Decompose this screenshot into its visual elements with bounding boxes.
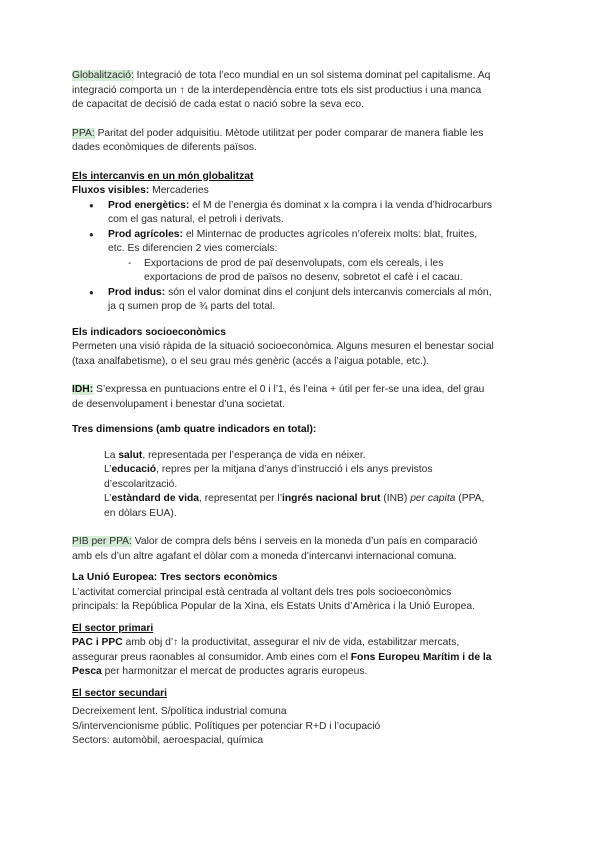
primari-bold-2: Fons Europeu Marítim i de la: [350, 651, 492, 663]
energetics-text-1: el M de l’energia és dominat x la compra i la venda d’hidrocarburs: [189, 199, 493, 211]
fluxos-line: [72, 184, 532, 199]
secundari-line-2: S/intervencionisme públic. Polítiques per potenciar R+D i l’ocupació: [72, 720, 381, 732]
salut-bold: salut: [118, 449, 143, 461]
exportacions-text-2: exportacions de prod de països no desenv, sobretot el cafè i el cacau.: [144, 272, 463, 283]
vida-post: (PPA,: [455, 493, 485, 504]
vida-bold-2: ingrés nacional brut: [282, 493, 381, 504]
document-body: [72, 69, 532, 749]
primari-line-2: [72, 651, 532, 666]
primari-bold-1: PAC i PPC: [72, 637, 123, 648]
educ-post: , repres per la mitjana d’anys d’instrucció i els anys previstos: [156, 464, 433, 475]
vida-cont: en dòlars EUA).: [104, 507, 177, 519]
primari-text-3: per harmonitzar el mercat de productes agraris europeus.: [101, 666, 368, 677]
dimension-salut: [104, 449, 532, 464]
indus-label: Prod indus:: [108, 286, 166, 298]
salut-pre: La: [104, 449, 119, 461]
secundari-line-1: Decreixement lent. S/política industrial comuna: [72, 706, 287, 717]
list-item-energetics: [72, 199, 532, 228]
indus-text-2: ja q sumen prop de ¾ parts del total.: [108, 301, 276, 312]
fluxos-label: Fluxos visibles:: [72, 185, 150, 196]
dimensions-block: [72, 449, 532, 522]
primari-line-1: [72, 636, 532, 651]
idh-text-1: S’expressa en puntuacions entre el 0 i l’1, és l’eina + útil per fer-se una idea, del grau: [93, 384, 485, 395]
globalitzacio-paragraph: [72, 69, 532, 84]
agricoles-text-1: el Minternac de productes agrícoles n’ofereix molts: blat, fruites,: [182, 228, 478, 240]
ppa-text-1: Paritat del poder adquisitiu. Mètode utilitzat per poder comparar de manera fiable les: [94, 127, 484, 139]
pib-paragraph: [72, 535, 532, 550]
indicadors-heading: Els indicadors socioeconòmics: [72, 326, 226, 338]
energetics-text-2: com el gas natural, el petroli i derivats.: [108, 214, 284, 225]
secundari-heading: El sector secundari: [72, 687, 167, 699]
dimension-estandard-vida: [104, 492, 532, 507]
idh-paragraph: [72, 383, 532, 398]
secundari-line-3: Sectors: automòbil, aeroespacial, química: [72, 735, 264, 746]
ue-heading: La Unió Europea: Tres sectors econòmics: [72, 572, 278, 583]
primari-line-3: [72, 665, 532, 680]
list-item-indus: [72, 286, 532, 315]
list-item-agricoles: [72, 228, 532, 257]
vida-italic: per capita: [410, 493, 456, 504]
ue-text-1: L’activitat comercial principal està centrada al voltant dels tres pols socioeconòmics: [72, 586, 452, 598]
fluxos-text: Mercaderies: [149, 185, 209, 196]
primari-text-1: amb obj d’↑ la productivitat, assegurar el niv de vida, estabilitzar mercats,: [122, 637, 460, 648]
vida-mid: , representat per l’: [199, 493, 283, 504]
dimension-educacio: [104, 463, 532, 478]
agricoles-text-2: etc. Es diferencien 2 vies comercials:: [108, 243, 278, 254]
vida-pre: L’: [104, 493, 112, 504]
idh-term: IDH:: [72, 384, 94, 395]
globalitzacio-text-1: Integració de tota l’eco mundial en un sol sistema dominat pel capitalisme. Aq: [133, 70, 491, 81]
primari-bold-3: Pesca: [72, 666, 102, 677]
primari-heading: El sector primari: [72, 622, 154, 634]
pib-term: PIB per PPA:: [72, 536, 132, 547]
ppa-paragraph: [72, 127, 532, 142]
ue-text-2: principals: la República Popular de la Xina, els Estats Units d’Amèrica i la Unió Europea.: [72, 601, 475, 612]
pib-text-1: Valor de compra dels béns i serveis en la moneda d’un país en comparació: [131, 536, 478, 547]
agricoles-label: Prod agrícoles:: [108, 228, 183, 240]
energetics-label: Prod energètics:: [108, 199, 190, 211]
ppa-text-2: dades econòmiques de diferents països.: [72, 142, 257, 153]
globalitzacio-text-2: integració comporta un ↑ de la interdependència entre tots els sist productius i una manca: [72, 84, 482, 96]
idh-text-2: de desenvolupament i benestar d’una societat.: [72, 398, 285, 410]
indus-text-1: són el valor dominat dins el conjunt dels intercanvis comercials al món,: [165, 286, 492, 298]
globalitzacio-term: Globalització:: [72, 70, 134, 81]
pib-text-2: amb els d’un altre agafant el dòlar com a moneda d’intercanvi internacional comuna.: [72, 550, 457, 562]
globalitzacio-text-3: de capacitat de decisió de cada estat o nació sobre la seva eco.: [72, 99, 364, 110]
vida-bold: estàndard de vida: [111, 493, 200, 504]
primari-text-2: assegurar preus raonables al consumidor. Amb eines com el: [72, 651, 351, 663]
indicadors-text-2: (taxa analfabetisme), o el seu grau més genèric (accés a l’aigua potable, etc.).: [72, 355, 430, 367]
vida-mid-2: (INB): [380, 493, 411, 504]
educ-pre: L’: [104, 464, 112, 475]
indicadors-text-1: Permeten una visió ràpida de la situació socioeconòmica. Alguns mesuren el benestar social: [72, 341, 494, 352]
sub-list-item-exportacions: [72, 257, 532, 286]
salut-post: , representada per l’esperança de vida en néixer.: [142, 449, 366, 461]
intercanvis-heading: Els intercanvis en un món globalitzat: [72, 170, 254, 182]
intercanvis-list: [72, 199, 532, 315]
exportacions-text-1: Exportacions de prod de paï desenvolupats, com els cereals, i les: [144, 257, 444, 269]
dimensions-heading: Tres dimensions (amb quatre indicadors en total):: [72, 424, 317, 435]
educ-cont: d’escolarització.: [104, 478, 178, 490]
educ-bold: educació: [111, 464, 157, 475]
ppa-term: PPA:: [72, 127, 95, 139]
